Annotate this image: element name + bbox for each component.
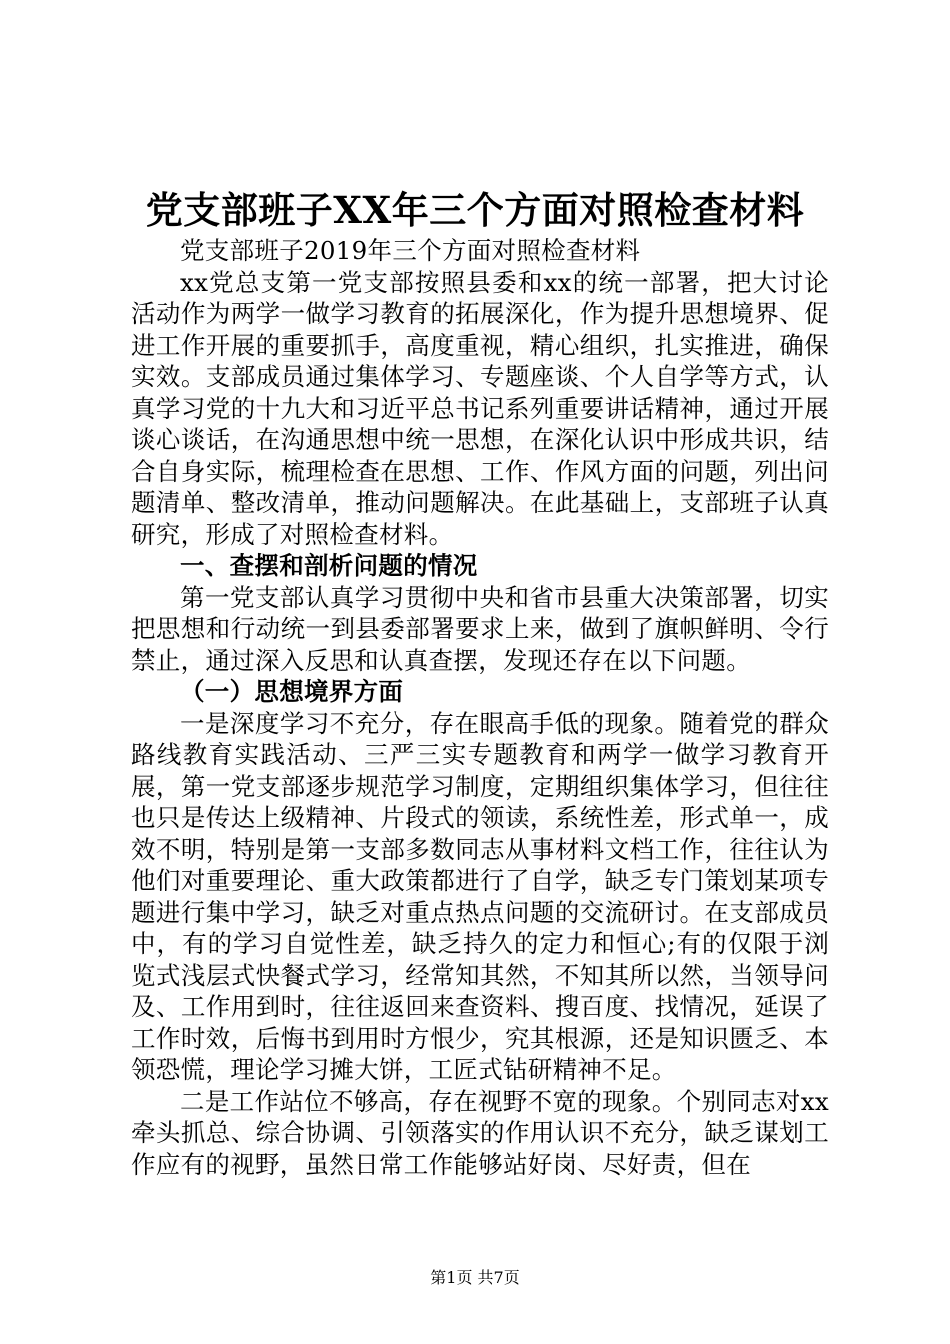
document-subtitle: 党支部班子2019年三个方面对照检查材料	[180, 236, 641, 265]
document-body	[131, 235, 829, 1180]
page-number: 第1页 共7页	[430, 1268, 520, 1287]
section-intro-paragraph: 第一党支部认真学习贯彻中央和省市县重大决策部署，切实把思想和行动统一到县委部署要求上来，做到了旗帜鲜明、令行禁止，通过深入反思和认真查摆，发现还存在以下问题。	[131, 582, 829, 675]
subsection-heading: （一）思想境界方面	[180, 677, 404, 706]
section-heading: 一、查摆和剖析问题的情况	[180, 551, 478, 580]
intro-paragraph: xx党总支第一党支部按照县委和xx的统一部署，把大讨论活动作为两学一做学习教育的拓展深化，作为提升思想境界、促进工作开展的重要抓手，高度重视，精心组织，扎实推进，确保实效。支部成员通过集体学习、专题座谈、个人自学等方式，认真学习党的十九大和习近平总书记系列重要讲话精神，通过开展谈心谈话，在沟通思想中统一思想，在深化认识中形成共识，结合自身实际，梳理检查在思想、工作、作风方面的问题，列出问题清单、整改清单，推动问题解决。在此基础上，支部班子认真研究，形成了对照检查材料。	[131, 267, 829, 549]
point-two-paragraph: 二是工作站位不够高，存在视野不宽的现象。个别同志对xx牵头抓总、综合协调、引领落实的作用认识不充分，缺乏谋划工作应有的视野，虽然日常工作能够站好岗、尽好责，但在	[131, 1086, 829, 1179]
point-one-paragraph: 一是深度学习不充分，存在眼高手低的现象。随着党的群众路线教育实践活动、三严三实专题教育和两学一做学习教育开展，第一党支部逐步规范学习制度，定期组织集体学习，但往往也只是传达上级精神、片段式的领读，系统性差，形式单一，成效不明，特别是第一支部多数同志从事材料文档工作，往往认为他们对重要理论、重大政策都进行了自学，缺乏专门策划某项专题进行集中学习，缺乏对重点热点问题的交流研讨。在支部成员中，有的学习自觉性差，缺乏持久的定力和恒心;有的仅限于浏览式浅层式快餐式学习，经常知其然，不知其所以然，当领导问及、工作用到时，往往返回来查资料、搜百度、找情况，延误了工作时效，后悔书到用时方恨少，究其根源，还是知识匮乏、本领恐慌，理论学习摊大饼，工匠式钻研精神不足。	[131, 708, 829, 1084]
document-title: 党支部班子XX年三个方面对照检查材料	[145, 188, 805, 232]
